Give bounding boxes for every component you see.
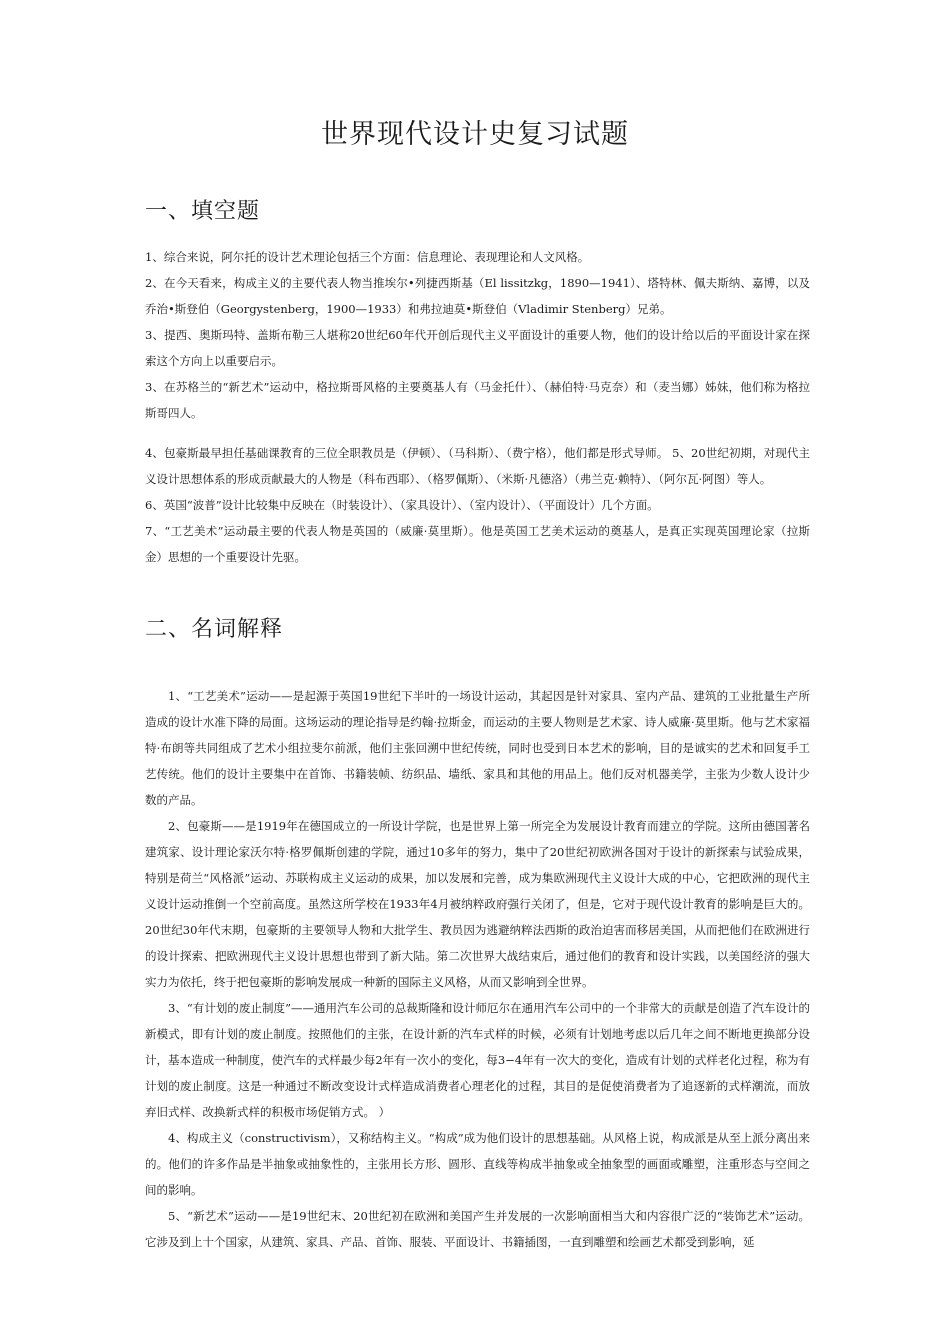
page-title: 世界现代设计史复习试题	[321, 119, 629, 150]
question-item: 2、在今天看来，构成主义的主要代表人物当推埃尔•列捷西斯基（El lissitzkg，1890—1941）、塔特林、佩夫斯纳、嘉博，以及乔治•斯登伯（Georgystenberg，1900—1933）和弗拉迪莫•斯登伯（Vladimir Stenberg）兄弟。	[145, 276, 810, 316]
question-item: 6、英国“波普”设计比较集中反映在（时装设计）、（家具设计）、（室内设计）、（平面设计）几个方面。	[145, 498, 659, 512]
question-item: 3、在苏格兰的“新艺术”运动中，格拉斯哥风格的主要奠基人有（马金托什）、（赫伯特·马克奈）和（麦当娜）姊妹，他们称为格拉斯哥四人。	[145, 380, 810, 420]
fill-in-questions-group-1	[145, 244, 810, 426]
question-item: 3、提西、奥斯玛特、盖斯布勒三人堪称20世纪60年代开创后现代主义平面设计的重要人物，他们的设计给以后的平面设计家在探索这个方向上以重要启示。	[145, 328, 810, 368]
term-paragraph: 5、“新艺术”运动——是19世纪末、20世纪初在欧洲和美国产生并发展的一次影响面相当大和内容很广泛的“装饰艺术”运动。它涉及到上十个国家，从建筑、家具、产品、首饰、服装、平面设计、书籍插图，一直到雕塑和绘画艺术都受到影响，延	[145, 1209, 810, 1249]
term-explanations	[145, 683, 810, 1255]
section-heading-fill-in: 一、填空题	[145, 199, 261, 224]
term-paragraph: 4、构成主义（constructivism），又称结构主义。“构成”成为他们设计的思想基础。从风格上说，构成派是从至上派分离出来的。他们的许多作品是半抽象或抽象性的，主张用长方形、圆形、直线等构成半抽象或全抽象型的画面或雕塑，注重形态与空间之间的影响。	[145, 1131, 810, 1197]
term-paragraph: 1、“工艺美术”运动——是起源于英国19世纪下半叶的一场设计运动，其起因是针对家具、室内产品、建筑的工业批量生产所造成的设计水准下降的局面。这场运动的理论指导是约翰·拉斯金，而运动的主要人物则是艺术家、诗人威廉·莫里斯。他与艺术家福特·布朗等共同组成了艺术小组拉斐尔前派，他们主张回溯中世纪传统，同时也受到日本艺术的影响，目的是诚实的艺术和回复手工艺传统。他们的设计主要集中在首饰、书籍装帧、纺织品、墙纸、家具和其他的用品上。他们反对机器美学，主张为少数人设计少数的产品。	[145, 689, 810, 807]
term-paragraph: 3、“有计划的废止制度”——通用汽车公司的总裁斯隆和设计师厄尔在通用汽车公司中的一个非常大的贡献是创造了汽车设计的新模式，即有计划的废止制度。按照他们的主张，在设计新的汽车式样的时候，必须有计划地考虑以后几年之间不断地更换部分设计，基本造成一种制度，使汽车的式样最少每2年有一次小的变化，每3−4年有一次大的变化，造成有计划的式样老化过程，称为有计划的废止制度。这是一种通过不断改变设计式样造成消费者心理老化的过程，其目的是促使消费者为了追逐新的式样潮流，而放弃旧式样、改换新式样的积极市场促销方式。 ）	[145, 1001, 810, 1119]
question-item: 1、综合来说，阿尔托的设计艺术理论包括三个方面：信息理论、表现理论和人文风格。	[145, 250, 590, 264]
term-paragraph: 2、包豪斯——是1919年在德国成立的一所设计学院，也是世界上第一所完全为发展设计教育而建立的学院。这所由德国著名建筑家、设计理论家沃尔特·格罗佩斯创建的学院，通过10多年的努力，集中了20世纪初欧洲各国对于设计的新探索与试验成果，特别是荷兰“风格派”运动、苏联构成主义运动的成果，加以发展和完善，成为集欧洲现代主义设计大成的中心，它把欧洲的现代主义设计运动推倒一个空前高度。虽然这所学校在1933年4月被纳粹政府强行关闭了，但是，它对于现代设计教育的影响是巨大的。20世纪30年代末期，包豪斯的主要领导人物和大批学生、教员因为逃避纳粹法西斯的政治迫害而移居美国，从而把他们在欧洲进行的设计探索、把欧洲现代主义设计思想也带到了新大陆。第二次世界大战结束后，通过他们的教育和设计实践，以美国经济的强大实力为依托，终于把包豪斯的影响发展成一种新的国际主义风格，从而又影响到全世界。	[145, 819, 810, 989]
question-item: 7、“工艺美术”运动最主要的代表人物是英国的（威廉·莫里斯）。他是英国工艺美术运动的奠基人，是真正实现英国理论家（拉斯金）思想的一个重要设计先驱。	[145, 524, 810, 564]
fill-in-questions-group-2	[145, 440, 810, 570]
question-item: 4、包豪斯最早担任基础课教育的三位全职教员是（伊顿）、（马科斯）、（费宁格），他们都是形式导师。 5、20世纪初期，对现代主义设计思想体系的形成贡献最大的人物是（科布西耶）、（格罗佩斯）、（米斯·凡德洛）（弗兰克·赖特）、（阿尔瓦·阿图）等人。	[145, 446, 810, 486]
section-heading-term-explanation: 二、名词解释	[145, 617, 284, 642]
